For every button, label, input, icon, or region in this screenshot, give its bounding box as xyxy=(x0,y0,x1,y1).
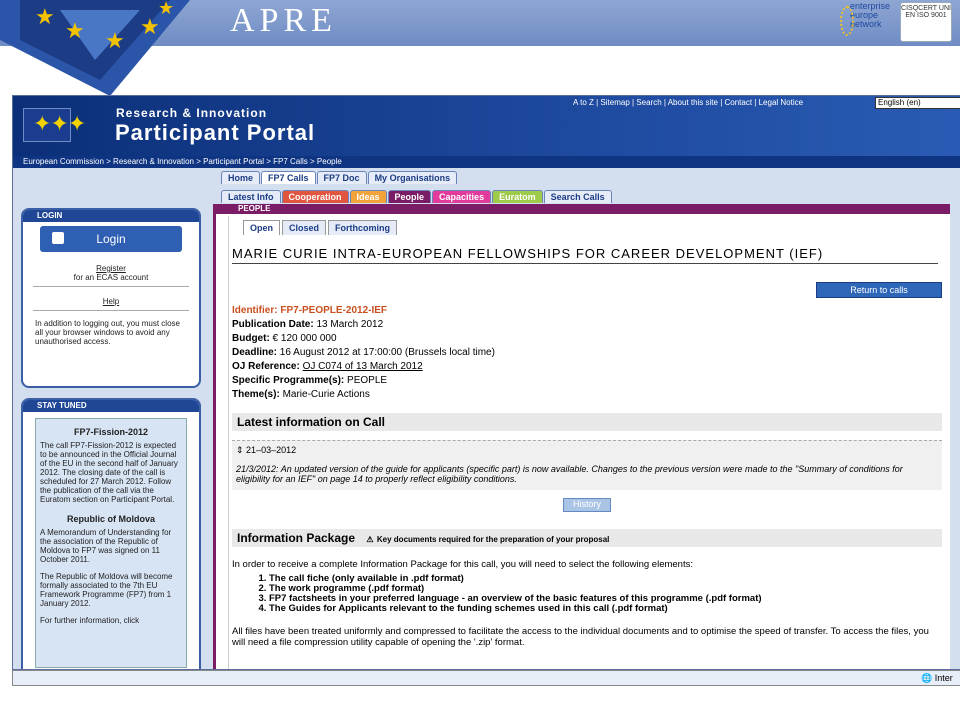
tab-forthcoming[interactable]: Forthcoming xyxy=(328,220,397,235)
news1-text: The call FP7-Fission-2012 is expected to be announced in the Official Journal of the EU in the second half of January 2012. The closing date of the call is scheduled for 27 March 2012. Follow the publication of the call via the Euratom section on Participant Portal. xyxy=(40,441,178,504)
apre-title: APRE xyxy=(230,2,337,39)
tab-open[interactable]: Open xyxy=(243,220,280,235)
cert-logo: CISQCERT UNI EN ISO 9001 xyxy=(900,2,952,42)
package-list xyxy=(249,574,762,614)
package-intro: In order to receive a complete Information Package for this call, you will need to select the following elements: xyxy=(232,559,693,570)
zone-label: 🌐 Inter xyxy=(921,673,953,683)
tab-fp7-doc[interactable]: FP7 Doc xyxy=(317,171,367,184)
identifier: Identifier: FP7-PEOPLE-2012-IEF xyxy=(232,305,388,316)
breadcrumb[interactable]: European Commission > Research & Innovation > Participant Portal > FP7 Calls > People xyxy=(13,156,960,168)
oj-link[interactable]: OJ C074 of 13 March 2012 xyxy=(302,361,423,372)
list-item[interactable]: 1. The call fiche (only available in .pdf format) xyxy=(269,574,762,584)
login-button[interactable]: Login xyxy=(40,226,182,252)
eu-flag-icon: ✦✦✦ xyxy=(23,108,71,142)
svg-text:★: ★ xyxy=(35,4,55,29)
portal-title: Participant Portal xyxy=(115,120,316,145)
svg-text:★: ★ xyxy=(140,14,160,39)
list-item[interactable]: 4. The Guides for Applicants relevant to the funding schemes used in this call (.pdf format) xyxy=(269,604,762,614)
sort-icon[interactable]: ⇕ xyxy=(236,445,247,455)
news2-more[interactable]: For further information, click xyxy=(40,616,140,625)
history-button[interactable]: History xyxy=(563,498,611,512)
content-panel xyxy=(213,204,950,670)
tab-fp7-calls[interactable]: FP7 Calls xyxy=(261,171,316,184)
primary-tabs xyxy=(221,168,458,186)
tab-closed[interactable]: Closed xyxy=(282,220,326,235)
browser-window xyxy=(12,95,960,670)
svg-text:★: ★ xyxy=(65,18,85,43)
portal-header xyxy=(13,96,960,156)
info-package-header: Information Package ⚠ Key documents required for the preparation of your proposal xyxy=(232,529,942,547)
tab-latest-info[interactable]: Latest Info xyxy=(221,190,281,203)
warning-icon: ⚠ xyxy=(366,535,374,544)
call-title: MARIE CURIE INTRA-EUROPEAN FELLOWSHIPS FOR CAREER DEVELOPMENT (IEF) xyxy=(232,246,938,264)
list-item[interactable]: 2. The work programme (.pdf format) xyxy=(269,584,762,594)
een-logo: enterprise europe network xyxy=(838,2,894,42)
latest-info-box xyxy=(232,440,942,490)
list-item[interactable]: 3. FP7 factsheets in your preferred language - an overview of the basic features of this programme (.pdf format) xyxy=(269,594,762,604)
main-area xyxy=(213,166,950,670)
stay-header: STAY TUNED xyxy=(23,400,199,412)
tab-people[interactable]: People xyxy=(388,190,432,203)
login-box xyxy=(21,208,201,388)
call-info: Identifier: FP7-PEOPLE-2012-IEF Publication Date: 13 March 2012 Budget: € 120 000 000 Deadline: 16 August 2012 at 17:00:00 (Brussels local time) OJ Reference: OJ C074 of 13 March 2012 Specific Programme(s): PEOPLE Theme(s): Marie-Curie Actions xyxy=(232,305,495,400)
sidebar xyxy=(21,208,201,670)
lock-icon xyxy=(52,232,64,244)
language-select[interactable]: English (en) xyxy=(875,97,960,109)
tab-home[interactable]: Home xyxy=(221,171,260,184)
secondary-tabs xyxy=(221,187,613,205)
latest-text: 21/3/2012: An updated version of the guide for applicants (specific part) is now available. Changes to the previous version were made to the "Summary of conditions for eligibility for an IEF" on page 14 to properly reflect eligibility conditions. xyxy=(236,464,903,484)
news2-text2: The Republic of Moldova will become formally associated to the 7th EU Framework Programme (FP7) from 1 January 2012. xyxy=(40,572,173,608)
star-ring-icon xyxy=(840,6,854,36)
status-tabs xyxy=(243,218,399,236)
news2-title: Republic of Moldova xyxy=(66,514,155,524)
register-link[interactable]: Register xyxy=(96,264,126,273)
tab-search-calls[interactable]: Search Calls xyxy=(544,190,612,203)
register-sub: for an ECAS account xyxy=(73,273,149,282)
tab-my-organisations[interactable]: My Organisations xyxy=(368,171,458,184)
news1-title: FP7-Fission-2012 xyxy=(73,427,149,437)
logout-note: In addition to logging out, you must close all your browser windows to avoid any unauthorised access. xyxy=(35,319,180,346)
help-link[interactable]: Help xyxy=(102,297,120,306)
svg-text:★: ★ xyxy=(105,28,125,53)
svg-text:★: ★ xyxy=(158,0,175,18)
news2-text: A Memorandum of Understanding for the association of the Republic of Moldova to FP7 was signed on 11 October 2011. xyxy=(40,528,172,564)
package-outro: All files have been treated uniformly and compressed to facilitate the access to the individual documents and to optimise the speed of transfer. To access the files, you will need a file compression utility capable of opening the '.zip' format. xyxy=(232,626,929,648)
people-header: PEOPLE xyxy=(216,204,950,214)
tab-cooperation[interactable]: Cooperation xyxy=(282,190,349,203)
apre-logo xyxy=(0,0,200,96)
latest-date: 21–03–2012 xyxy=(246,445,297,455)
status-bar xyxy=(12,670,960,686)
portal-subtitle: Research & Innovation xyxy=(116,106,268,120)
news-panel xyxy=(35,418,187,668)
tab-euratom[interactable]: Euratom xyxy=(492,190,543,203)
return-to-calls-button[interactable]: Return to calls xyxy=(816,282,942,298)
login-header: LOGIN xyxy=(23,210,199,222)
latest-info-header: Latest information on Call xyxy=(232,413,942,431)
tab-capacities[interactable]: Capacities xyxy=(432,190,491,203)
top-links[interactable]: A to Z | Sitemap | Search | About this site | Contact | Legal Notice xyxy=(573,98,804,107)
tab-ideas[interactable]: Ideas xyxy=(350,190,387,203)
call-detail xyxy=(228,216,940,670)
stay-tuned-box xyxy=(21,398,201,670)
